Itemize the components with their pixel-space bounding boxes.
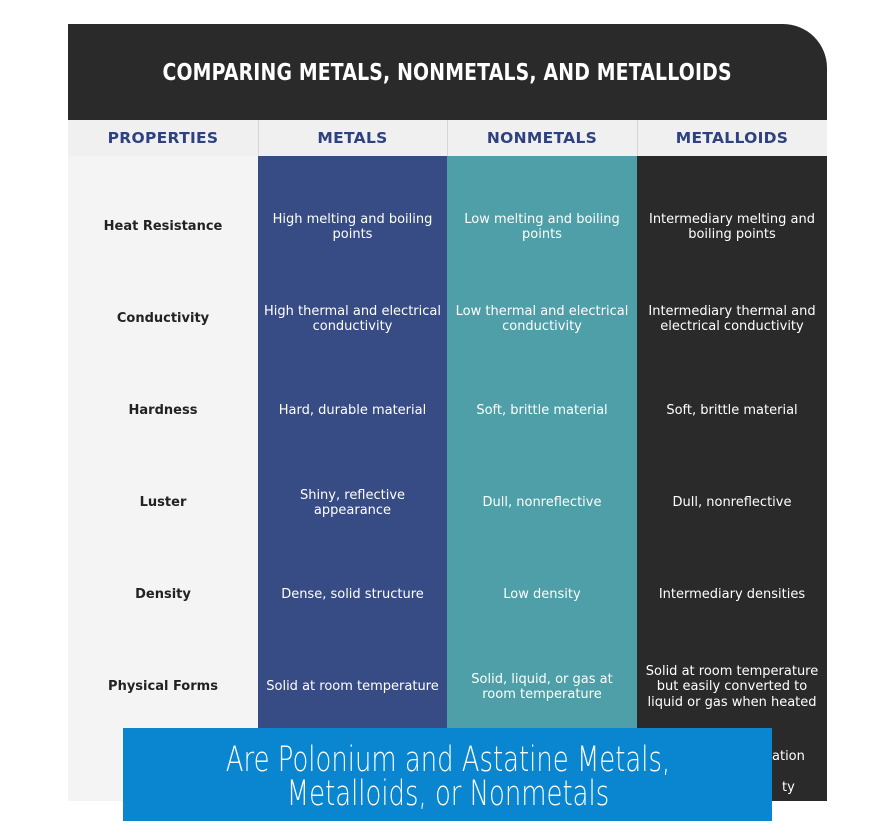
property-label: Heat Resistance <box>103 219 223 235</box>
header-divider <box>637 120 638 156</box>
metals-cell: High melting and boiling points <box>272 211 433 242</box>
metalloids-cell: Soft, brittle material <box>666 403 798 419</box>
metals-cell: Shiny, reflective appearance <box>299 487 406 518</box>
metals-cell: Hard, durable material <box>278 403 427 419</box>
metals-column <box>258 120 447 801</box>
property-label: Luster <box>139 495 187 511</box>
property-label: Conductivity <box>116 311 210 327</box>
property-label: Hardness <box>128 403 198 419</box>
metalloids-cell: Solid at room temperature but easily converted to liquid or gas when heated <box>645 663 819 710</box>
metalloids-cell: Dull, nonreflective <box>672 495 792 511</box>
nonmetals-cell: Solid, liquid, or gas at room temperature <box>471 671 613 702</box>
metals-cell: Dense, solid structure <box>281 587 424 603</box>
metalloids-cell: Intermediary thermal and electrical conductivity <box>648 303 816 334</box>
article-title: Are Polonium and Astatine Metals, Metalloids, or Nonmetals <box>225 739 670 814</box>
article-title-banner <box>123 728 772 821</box>
partial-text: ty <box>782 780 795 795</box>
nonmetals-header: NONMETALS <box>447 120 637 156</box>
nonmetals-cell: Dull, nonreflective <box>482 495 602 511</box>
property-label: Density <box>135 587 191 603</box>
metalloids-cell: Intermediary melting and boiling points <box>648 211 815 242</box>
metalloids-column <box>637 120 827 801</box>
header-divider <box>447 120 448 156</box>
nonmetals-cell: Low density <box>503 587 581 603</box>
metalloids-header: METALLOIDS <box>637 120 827 156</box>
comparison-infographic <box>68 24 827 801</box>
nonmetals-cell: Low melting and boiling points <box>464 211 620 242</box>
metalloids-cell: Intermediary densities <box>658 587 806 603</box>
property-label: Physical Forms <box>108 679 218 695</box>
infographic-title: COMPARING METALS, NONMETALS, AND METALLOIDS <box>162 60 733 86</box>
metals-header: METALS <box>258 120 447 156</box>
properties-header: PROPERTIES <box>68 120 258 156</box>
header-divider <box>258 120 259 156</box>
partial-text: ation <box>772 749 805 764</box>
nonmetals-cell: Soft, brittle material <box>476 403 608 419</box>
properties-column <box>68 120 258 801</box>
metals-cell: High thermal and electrical conductivity <box>264 303 441 334</box>
metals-cell: Solid at room temperature <box>266 679 439 695</box>
nonmetals-column <box>447 120 637 801</box>
nonmetals-cell: Low thermal and electrical conductivity <box>455 303 629 334</box>
title-bar <box>68 24 827 120</box>
